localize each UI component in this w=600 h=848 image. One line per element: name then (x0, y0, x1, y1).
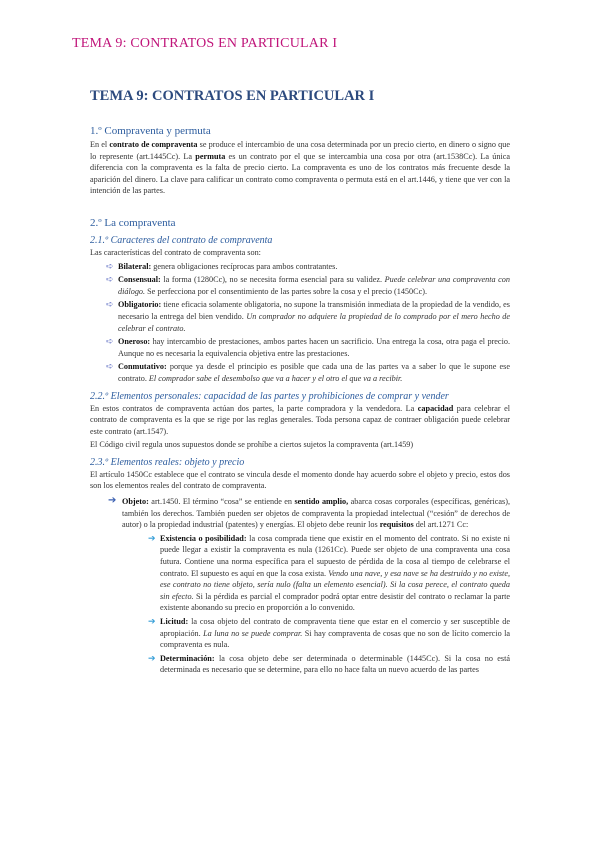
list-item: ➪ Bilateral: genera obligaciones recíprocas para ambos contratantes. (106, 260, 338, 271)
section-2-1-intro: Las características del contrato de compraventa son: (90, 247, 261, 257)
document-page (90, 88, 510, 678)
arrow-right-icon: ➪ (106, 274, 114, 285)
section-2-3-heading: 2.3.º Elementos reales: objeto y precio (90, 456, 245, 468)
section-2-1-heading: 2.1.º Caracteres del contrato de compraventa (90, 234, 273, 246)
section-1-heading: 1.º Compraventa y permuta (90, 125, 211, 137)
list-item: ➪ Oneroso: hay intercambio de prestaciones, ambos partes hacen un sacrificio. Una entrega la cosa, otra paga el precio. Aunque no es necesaria la equivalencia objetiva entre las prestaciones. (106, 336, 510, 358)
characteristics-list (90, 261, 510, 385)
arrow-right-icon: ➪ (106, 361, 114, 372)
list-item: ➔ Existencia o posibilidad: la cosa comprada tiene que existir en el momento del contrato. Si no existe ni puede llegar a existir la compraventa es nula (1261Cc). Puede ser objeto de una compraventa una cosa futura. Contiene una norma específica para el supuesto de pérdida de la cosa al tiempo de celebrarse el contrato. El supuesto es aquí en que la cosa exista. Vendo una nave, y esa nave se ha destruido y no existe, ese contrato no tiene objeto, sería nulo (falta un elemento esencial). Si la cosa perece, el contrato queda sin efecto. Si la pérdida es parcial el comprador podrá optar entre desistir del contrato o reclamar la parte existente abonando su precio en proporción a lo convenido. (148, 532, 510, 613)
section-2-2-paragraph-2: El Código civil regula unos supuestos donde se prohíbe a ciertos sujetos la compraventa (art.1459) (90, 440, 414, 450)
list-item: ➪ Obligatorio: tiene eficacia solamente obligatoria, no supone la transmisión inmediata de la propiedad de la vendido, es necesario la entrega del bien vendido. Un comprador no adquiere la propiedad de lo comprado por el mero hecho de celebrar el contrato. (106, 299, 511, 333)
filled-arrow-icon: ➔ (148, 616, 156, 626)
section-2-2-heading: 2.2.º Elementos personales: capacidad de las partes y prohibiciones de comprar y vender (90, 390, 449, 402)
filled-arrow-icon: ➔ (148, 532, 156, 543)
filled-arrow-icon: ➔ (108, 495, 117, 507)
section-2-heading: 2.º La compraventa (90, 216, 176, 229)
filled-arrow-icon: ➔ (148, 652, 156, 663)
arrow-right-icon: ➪ (106, 336, 114, 347)
list-item: ➪ Conmutativo: porque ya desde el principio es posible que cada una de las partes va a saber lo que le supone ese contrato. El comprador sabe el desembolso que va a hacer y el otro el que va a recibir. (106, 361, 510, 383)
list-item: ➔ Licitud: la cosa objeto del contrato de compraventa tiene que estar en el comercio y ser susceptible de apropiación. La luna no se puede comprar. Si hay compraventa de cosas que no son de lícito comercio la compraventa es nula. (148, 616, 510, 650)
elements-list (90, 496, 510, 676)
section-2-3-intro: El artículo 1450Cc establece que el contrato se vincula desde el momento donde hay acuerdo sobre el objeto y precio, estos dos son los elementos reales del contrato de compraventa. (90, 469, 510, 491)
arrow-right-icon: ➪ (106, 260, 114, 271)
document-title: TEMA 9: CONTRATOS EN PARTICULAR I (90, 88, 375, 104)
requirements-list (122, 533, 510, 676)
arrow-right-icon: ➪ (106, 299, 114, 310)
section-2-2-paragraph: En estos contratos de compraventa actúan dos partes, la parte compradora y la vendedora. La capacidad para celebrar el contrato de compraventa es la que se rige por las reglas generales. Toda persona capaz de contraer obligación puede celebrar este contrato (art.1547). (90, 403, 510, 436)
list-item: ➔ Determinación: la cosa objeto debe ser determinada o determinable (1445Cc). Si la cosa no está determinada es necesario que se determine, para ello no hace falta un nuevo acuerdo de las partes (148, 652, 510, 675)
running-header: TEMA 9: CONTRATOS EN PARTICULAR I (72, 36, 338, 51)
section-1-paragraph: En el contrato de compraventa se produce el intercambio de una cosa determinada por un precio cierto, en dinero o signo que lo represente (art.1445Cc). La permuta es un contrato por el que se intercambia una cosa por otra (art.1538Cc). La única diferencia con la compraventa es la falta de precio cierto. La compraventa es uno de los contratos más frecuente desde la aparición del dinero. La clave para calificar un contrato como compraventa o permuta está en el art.1446, y tiene que ver con la intención de las partes. (90, 140, 510, 196)
list-item-objeto: ➔ Objeto: art.1450. El término “cosa” se entiende en sentido amplio, abarca cosas corporales (específicas, genéricas), también los derechos. También pueden ser objetos de compraventa la propiedad intelectual (“cesión” de derechos de autor) o la propiedad industrial (patentes) y energías. El objeto debe reunir los requisitos del art.1271 Cc: ➔ Existencia o posibilidad: la cosa comprada tiene que existir en el momento del contrato. Si no existe ni puede llegar a existir la compraventa es nula (1261Cc). Puede ser objeto de una compraventa una cosa futura. Contiene una norma específica para el supuesto de pérdida de la cosa al tiempo de celebrarse el contrato. El supuesto es aquí en que la cosa exista. Vendo una nave, y esa nave se ha destruido y no existe, ese contrato no tiene objeto, sería nulo (falta un elemento esencial). Si la cosa perece, el contrato queda sin efecto. Si la pérdida es parcial el comprador podrá optar entre desistir del contrato o reclamar la parte existente abonando su precio en proporción a lo convenido. ➔ Licitud: la cosa objeto del contrato de compraventa tiene que estar en el comercio y ser susceptible de apropiación. La luna no se puede comprar. Si hay compraventa de cosas que no son de lícito comercio la compraventa es nula. ➔ Determinación: la cosa objeto debe ser determinada o determinable (1445Cc). Si la cosa no está determinada es necesario que se determine, para ello no hace falta un nuevo acuerdo de las partes (108, 495, 511, 675)
list-item: ➪ Consensual: la forma (1280Cc), no se necesita forma esencial para su validez. Puede celebrar una compraventa con diálogo. Se perfecciona por el consentimiento de las partes sobre la cosa y el precio (1450Cc). (106, 274, 510, 296)
